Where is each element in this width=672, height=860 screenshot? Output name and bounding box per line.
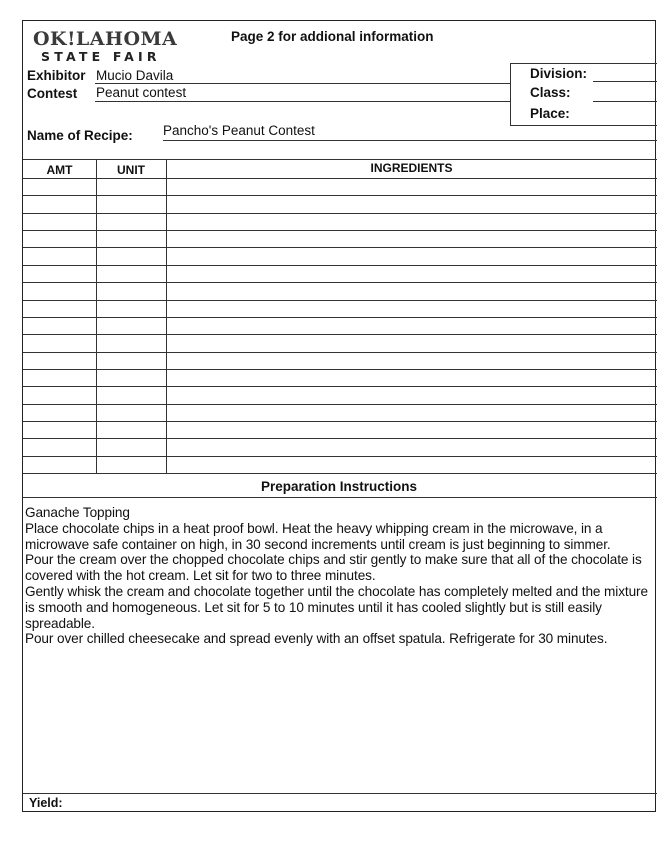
recipe-name-label: Name of Recipe: [27, 128, 133, 143]
ingredient-row-line [23, 317, 657, 318]
yield-label: Yield: [29, 796, 63, 810]
place-label: Place: [530, 106, 570, 121]
recipe-form [22, 20, 656, 812]
exhibitor-value: Mucio Davila [96, 68, 174, 83]
oklahoma-state-fair-logo [33, 29, 183, 65]
amt-header: AMT [46, 163, 73, 177]
class-field[interactable] [593, 101, 657, 102]
contest-value: Peanut contest [96, 85, 187, 100]
ingredient-row-line [23, 404, 657, 405]
ingredient-row-line [23, 178, 657, 179]
ingredient-row-line [23, 334, 657, 335]
exhibitor-field[interactable] [95, 83, 510, 84]
exhibitor-label: Exhibitor [27, 68, 86, 83]
ingredient-row-line [23, 438, 657, 439]
ingredient-row-line [23, 421, 657, 422]
ingredient-row-line [23, 300, 657, 301]
preparation-instructions [25, 505, 657, 647]
ingredient-row-line [23, 247, 657, 248]
ingredients-header: INGREDIENTS [370, 161, 453, 175]
division-box-divider [510, 63, 511, 125]
place-field[interactable] [510, 125, 657, 126]
ingredient-row-line [23, 352, 657, 353]
class-label: Class: [530, 85, 571, 100]
logo-bottom-text: STATE FAIR [41, 49, 161, 64]
preparation-divider [23, 497, 657, 498]
table-bottom-border [23, 473, 657, 474]
instruction-line: Pour over chilled cheesecake and spread evenly with an offset spatula. Refrigerate for 30 minutes. [25, 631, 608, 647]
division-field[interactable] [593, 81, 657, 82]
table-top-border [23, 159, 657, 160]
ingredient-row-line [23, 282, 657, 283]
ingredient-row-line [23, 230, 657, 231]
ingredient-row-line [23, 265, 657, 266]
unit-header: UNIT [117, 163, 145, 177]
contest-field[interactable] [95, 101, 510, 102]
logo-top-text: OK!LAHOMA [33, 28, 178, 50]
ingredient-row-line [23, 213, 657, 214]
division-box-top [510, 63, 657, 64]
division-label: Division: [530, 66, 588, 81]
ingredient-row-line [23, 386, 657, 387]
instruction-line: Ganache Topping [25, 505, 130, 520]
instruction-line: Gently whisk the cream and chocolate together until the chocolate has completely melted and the mixture is smooth and homogeneous. Let sit for 5 to 10 minutes until it has cooled slightly but is still easily spreadable. [25, 583, 648, 631]
instruction-line: Place chocolate chips in a heat proof bowl. Heat the heavy whipping cream in the microwave, in a microwave safe container on high, in 30 second increments until cream is just beginning to simmer. [25, 520, 611, 552]
contest-label: Contest [27, 86, 78, 101]
yield-divider [23, 793, 657, 794]
instruction-line: Pour the cream over the chopped chocolate chips and stir gently to make sure that all of the chocolate is covered with the hot cream. Let sit for two to three minutes. [25, 552, 642, 584]
recipe-name-value: Pancho's Peanut Contest [163, 123, 315, 138]
recipe-name-field[interactable] [163, 140, 657, 141]
page-title: Page 2 for addional information [231, 29, 434, 44]
preparation-title: Preparation Instructions [260, 479, 418, 494]
ingredient-row-line [23, 369, 657, 370]
ingredient-row-line [23, 456, 657, 457]
ingredient-row-line [23, 195, 657, 196]
